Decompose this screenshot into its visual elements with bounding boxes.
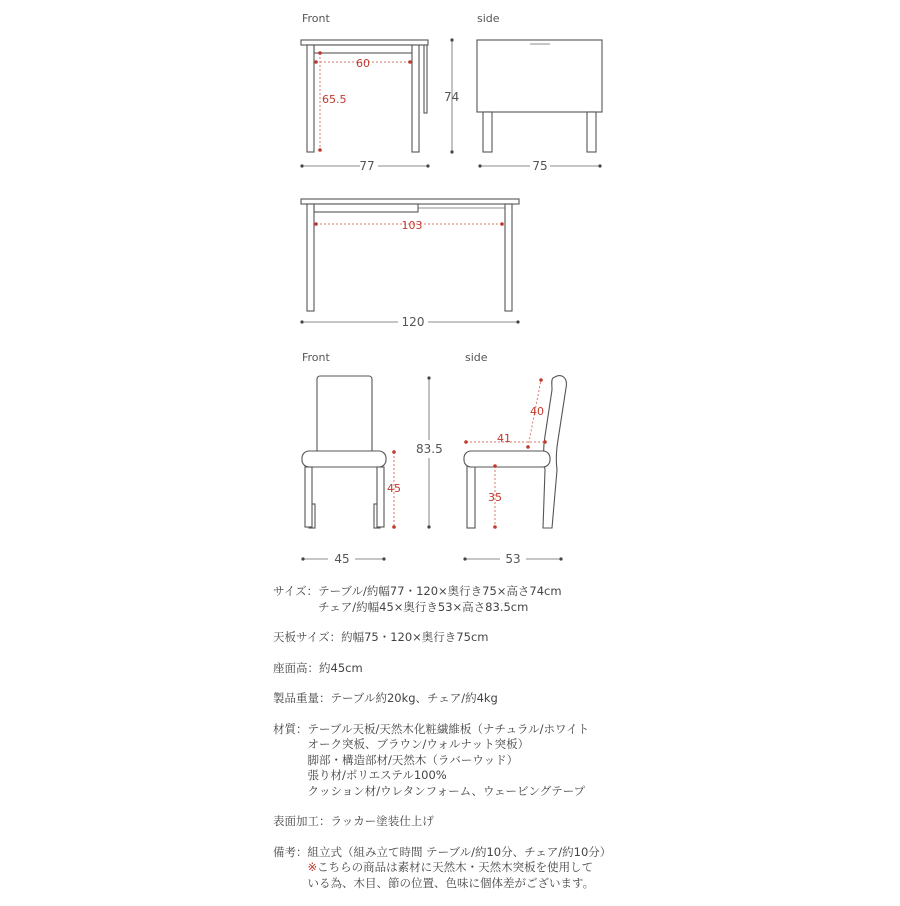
- chair-front-view: [302, 376, 386, 528]
- note-mark: ※: [307, 860, 318, 874]
- table-front-label: Front: [302, 12, 330, 25]
- spec-finish-value: ラッカー塗装仕上げ: [330, 814, 434, 828]
- table-height-label: 74: [444, 90, 460, 104]
- table-inner-height-label: 65.5: [322, 93, 347, 106]
- table-inner-width-label: 60: [356, 57, 370, 70]
- table-extended-width-label: 120: [401, 315, 425, 329]
- spec-seat-height-value: 約45cm: [319, 660, 363, 675]
- spec-finish-label: 表面加工：: [273, 814, 331, 828]
- spec-size-line: チェア/約幅45×奥行き53×高さ83.5cm: [318, 599, 529, 614]
- spec-material-line: クッション材/ウレタンフォーム、ウェービングテープ: [307, 783, 586, 798]
- chair-side-view: [464, 376, 566, 528]
- chair-depth-label: 53: [505, 552, 521, 566]
- spec-top-size: [273, 630, 893, 646]
- table-side-view: [477, 40, 602, 152]
- spec-size-label: サイズ：: [273, 584, 319, 598]
- spec-list: [273, 584, 893, 906]
- spec-weight-label: 製品重量：: [273, 691, 331, 705]
- spec-top-size-label: 天板サイズ：: [273, 630, 342, 644]
- spec-notes-line: 組立式（組み立て時間 テーブル/約10分、チェア/約10分）: [307, 844, 612, 859]
- spec-top-size-value: 約幅75・120×奥行き75cm: [341, 630, 489, 644]
- spec-material-line: 脚部・構造部材/天然木（ラバーウッド）: [307, 752, 519, 767]
- chair-seat-depth-label: 41: [497, 432, 511, 445]
- table-extended-inner-label: 103: [401, 219, 423, 232]
- chair-back-height-label: 40: [530, 405, 544, 418]
- spec-notes: [273, 845, 893, 892]
- spec-material-line: テーブル天板/天然木化粧繊維板（ナチュラル/ホワイト: [307, 721, 590, 736]
- spec-notes-line: こちらの商品は素材に天然木・天然木突板を使用して: [317, 860, 594, 874]
- spec-material-line: 張り材/ポリエステル100%: [307, 768, 447, 782]
- spec-notes-label: 備考：: [273, 844, 308, 859]
- spec-notes-line: いる為、木目、節の位置、色味に個体差がございます。: [307, 875, 595, 890]
- table-front-width-label: 77: [359, 159, 375, 173]
- chair-side-label: side: [465, 351, 488, 364]
- spec-weight: [273, 691, 893, 707]
- chair-width-label: 45: [334, 552, 350, 566]
- chair-front-label: Front: [302, 351, 330, 364]
- spec-size: [273, 584, 893, 615]
- chair-seat-height-label: 45: [387, 482, 401, 495]
- spec-seat-height: [273, 661, 893, 677]
- spec-finish: [273, 814, 893, 830]
- table-depth-label: 75: [532, 159, 548, 173]
- spec-material-line: オーク突板、ブラウン/ウォルナット突板）: [307, 737, 530, 751]
- table-extended-view: [301, 199, 519, 311]
- spec-material: [273, 722, 893, 800]
- spec-seat-height-label: 座面高：: [273, 660, 319, 675]
- spec-weight-value: テーブル約20kg、チェア/約4kg: [330, 691, 498, 705]
- spec-size-line: テーブル/約幅77・120×奥行き75×高さ74cm: [318, 584, 562, 598]
- spec-material-label: 材質：: [273, 721, 308, 736]
- chair-height-label: 83.5: [416, 442, 443, 456]
- chair-side-seat-height-label: 35: [488, 491, 502, 504]
- table-side-label: side: [477, 12, 500, 25]
